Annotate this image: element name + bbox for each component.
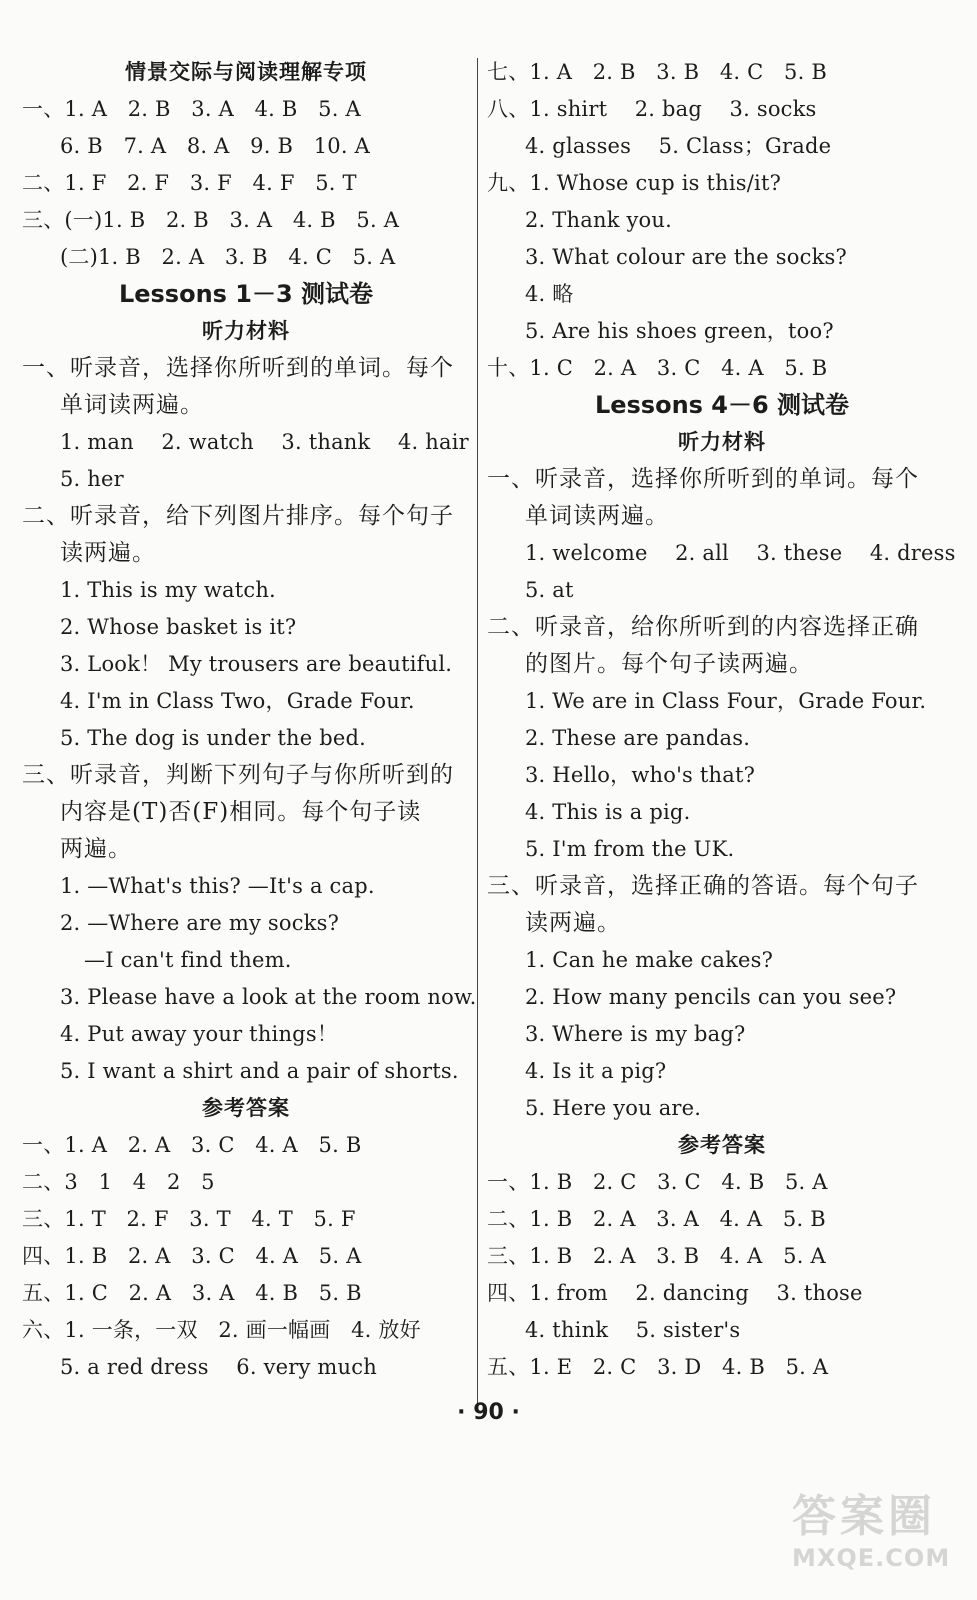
answer-line: 2. —Where are my socks? (60, 911, 340, 935)
answer-line: —I can't find them. (84, 948, 292, 972)
question-line: 二、听录音，给下列图片排序。每个句子 (22, 503, 454, 529)
answer-line: 3. Where is my bag? (525, 1022, 746, 1046)
answer-line: 5. her (60, 467, 124, 491)
left-column (22, 54, 477, 1386)
answer-line: 一、1. B 2. C 3. C 4. B 5. A (487, 1170, 828, 1194)
answer-line: 3. Look！ My trousers are beautiful. (60, 652, 453, 676)
answer-line: 3. What colour are the socks? (525, 245, 847, 269)
answer-line: 五、1. C 2. A 3. A 4. B 5. B (22, 1281, 362, 1305)
answer-line: 1. We are in Class Four，Grade Four. (525, 689, 927, 713)
answer-line: 一、1. A 2. B 3. A 4. B 5. A (22, 97, 361, 121)
question-line: 读两遍。 (525, 910, 621, 936)
answer-line: 4. Is it a pig? (525, 1059, 667, 1083)
right-column (487, 54, 957, 1386)
answer-line: 6. B 7. A 8. A 9. B 10. A (60, 134, 370, 158)
column-divider (477, 58, 478, 1406)
answer-line: 4. Put away your things！ (60, 1022, 339, 1046)
answer-line: 5. The dog is under the bed. (60, 726, 367, 750)
answer-line: 五、1. E 2. C 3. D 4. B 5. A (487, 1355, 829, 1379)
answer-line: 2. Thank you. (525, 208, 672, 232)
section-heading: 参考答案 (202, 1096, 290, 1120)
answer-line: 5. a red dress 6. very much (60, 1355, 377, 1379)
answer-line: 一、1. A 2. A 3. C 4. A 5. B (22, 1133, 362, 1157)
answer-line: 1. man 2. watch 3. thank 4. hair (60, 430, 469, 454)
answer-line: 1. Can he make cakes? (525, 948, 774, 972)
question-line: 一、听录音，选择你所听到的单词。每个 (487, 466, 919, 492)
answer-line: 3. Hello，who's that? (525, 763, 756, 787)
watermark-text: 答案圈 (792, 1491, 936, 1542)
question-line: 内容是(T)否(F)相同。每个句子读 (60, 799, 422, 825)
answer-line: 4. This is a pig. (525, 800, 691, 824)
answer-line: 二、3 1 4 2 5 (22, 1170, 215, 1194)
page-number: · 90 · (457, 1400, 520, 1425)
section-heading: 情景交际与阅读理解专项 (125, 60, 367, 84)
question-line: 读两遍。 (60, 540, 156, 566)
answer-line: 3. Please have a look at the room now. (60, 985, 477, 1009)
answer-line: 2. Whose basket is it? (60, 615, 297, 639)
section-heading: 参考答案 (678, 1133, 766, 1157)
answer-line: 4. glasses 5. Class；Grade (525, 134, 832, 158)
question-line: 三、听录音，判断下列句子与你所听到的 (22, 762, 454, 788)
answer-line: 2. These are pandas. (525, 726, 751, 750)
answer-line: 5. Are his shoes green，too? (525, 319, 834, 343)
question-line: 一、听录音，选择你所听到的单词。每个 (22, 355, 454, 381)
answer-line: 九、1. Whose cup is this/it? (487, 171, 782, 195)
answer-line: 三、(一)1. B 2. B 3. A 4. B 5. A (22, 208, 400, 232)
question-line: 两遍。 (60, 836, 132, 862)
answer-line: 七、1. A 2. B 3. B 4. C 5. B (487, 60, 827, 84)
answer-line: 5. I want a shirt and a pair of shorts. (60, 1059, 459, 1083)
answer-line: 三、1. B 2. A 3. B 4. A 5. A (487, 1244, 826, 1268)
answer-line: 二、1. F 2. F 3. F 4. F 5. T (22, 171, 357, 195)
answer-line: 四、1. B 2. A 3. C 4. A 5. A (22, 1244, 362, 1268)
watermark-url: MXQE.COM (792, 1544, 951, 1572)
answer-line: 4. I'm in Class Two，Grade Four. (60, 689, 415, 713)
answer-line: 六、1. 一条，一双 2. 画一幅画 4. 放好 (22, 1318, 421, 1342)
answer-line: 4. think 5. sister's (525, 1318, 741, 1342)
answer-line: 5. I'm from the UK. (525, 837, 735, 861)
question-line: 的图片。每个句子读两遍。 (525, 651, 813, 677)
answer-line: 5. Here you are. (525, 1096, 702, 1120)
section-heading: 听力材料 (202, 319, 290, 343)
answer-line: 1. This is my watch. (60, 578, 276, 602)
answer-line: (二)1. B 2. A 3. B 4. C 5. A (60, 245, 396, 269)
answer-line: 八、1. shirt 2. bag 3. socks (487, 97, 817, 121)
answer-line: 二、1. B 2. A 3. A 4. A 5. B (487, 1207, 826, 1231)
question-line: 三、听录音，选择正确的答语。每个句子 (487, 873, 919, 899)
section-title: Lessons 1－3 测试卷 (118, 280, 374, 308)
section-heading: 听力材料 (678, 430, 766, 454)
answer-line: 四、1. from 2. dancing 3. those (487, 1281, 863, 1305)
answer-line: 三、1. T 2. F 3. T 4. T 5. F (22, 1207, 356, 1231)
answer-line: 十、1. C 2. A 3. C 4. A 5. B (487, 356, 828, 380)
watermark-logo (792, 1480, 962, 1590)
question-line: 单词读两遍。 (60, 392, 204, 418)
answer-line: 4. 略 (525, 282, 574, 306)
answer-line: 2. How many pencils can you see? (525, 985, 897, 1009)
question-line: 单词读两遍。 (525, 503, 669, 529)
answer-line: 1. —What's this? —It's a cap. (60, 874, 375, 898)
section-title: Lessons 4－6 测试卷 (594, 391, 850, 419)
answer-line: 1. welcome 2. all 3. these 4. dress (525, 541, 956, 565)
question-line: 二、听录音，给你所听到的内容选择正确 (487, 614, 919, 640)
answer-line: 5. at (525, 578, 574, 602)
